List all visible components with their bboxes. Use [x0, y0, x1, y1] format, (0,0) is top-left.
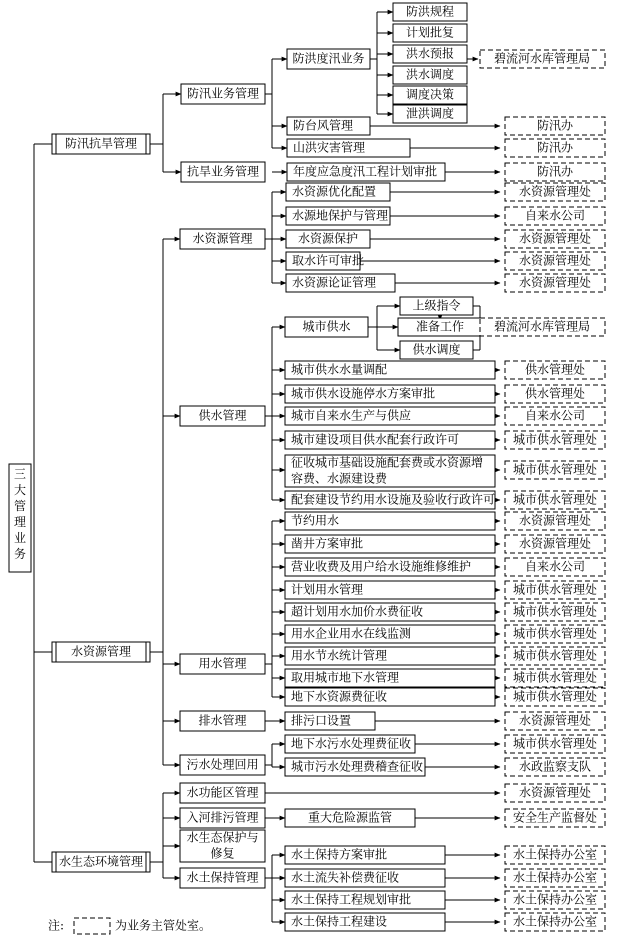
node-label: 防洪规程 — [405, 4, 455, 19]
node-syd — [286, 207, 390, 225]
dept-label: 水资源管理处 — [518, 184, 592, 199]
dept-label: 自来水公司 — [524, 559, 586, 574]
node-fhdx — [287, 49, 370, 69]
node-label: 水生态环境管理 — [58, 854, 144, 869]
dept-label: 防汛办 — [536, 140, 574, 155]
node-label: 节约用水 — [291, 513, 340, 528]
node-dxws — [285, 735, 415, 753]
dept-aqsc — [505, 809, 605, 827]
dept-csgsc1 — [505, 431, 605, 449]
dept-label: 安全生产监督处 — [512, 810, 598, 825]
node-label: 征收城市基础设施配套费或水资源增 — [291, 455, 484, 470]
node-label: 用水企业用水在线监测 — [291, 626, 412, 641]
dept-label: 水土保持办公室 — [512, 847, 598, 862]
dept-csgsc9 — [505, 688, 605, 706]
node-rhpw — [180, 808, 265, 828]
dept-csgsc2 — [505, 461, 605, 479]
node-label: 用水管理 — [198, 656, 247, 671]
node-jhpf — [393, 24, 467, 42]
node-label: 城市供水 — [302, 319, 351, 334]
node-wscl — [180, 755, 265, 775]
node-gsdd — [400, 341, 473, 359]
node-yyqy — [285, 625, 495, 643]
dept-szyc7 — [505, 712, 605, 730]
node-szy — [180, 229, 265, 249]
node-label: 年度应急度汛工程计划审批 — [293, 164, 438, 179]
node-label: 水土保持管理 — [186, 870, 259, 885]
node-label: 水资源论证管理 — [292, 275, 377, 290]
dept-label: 城市供水管理处 — [512, 648, 598, 663]
note-suffix: 为业务主管处室。 — [115, 918, 212, 933]
dept-label: 城市供水管理处 — [512, 689, 598, 704]
node-ysjs — [285, 647, 495, 665]
dept-zls1 — [505, 207, 605, 225]
node-ys — [180, 654, 265, 674]
dept-zls3 — [505, 558, 605, 576]
dept-szyc2 — [505, 230, 605, 248]
node-label: 水源地保护与管理 — [292, 208, 389, 223]
dept-fxb2 — [505, 139, 605, 157]
node-label: 配套建设节约用水设施及验收行政许可 — [291, 492, 496, 507]
node-pwk — [285, 712, 375, 730]
node-label: 防台风管理 — [293, 118, 354, 133]
node-label: 供水管理 — [198, 408, 247, 423]
dept-szyc3 — [505, 252, 605, 270]
dept-szyc1 — [505, 183, 605, 201]
node-csws — [285, 758, 425, 776]
node-label: 水资源管理 — [70, 644, 132, 659]
dept-label: 自来水公司 — [524, 408, 586, 423]
node-fhgc — [393, 3, 467, 21]
node-label: 入河排污管理 — [186, 810, 259, 825]
node-cjh — [285, 603, 495, 621]
node-ps — [180, 711, 265, 731]
node-zlsgs — [285, 407, 495, 425]
node-sgn — [180, 783, 265, 803]
dept-label: 水政监察支队 — [518, 759, 592, 774]
node-label: 营业收费及用户给水设施维修维护 — [291, 559, 472, 574]
node-label: 洪水预报 — [405, 46, 455, 61]
node-label: 供水调度 — [412, 342, 461, 357]
node-gsltp — [285, 361, 495, 379]
node-ddjc — [393, 86, 467, 104]
node-khyw — [181, 162, 265, 182]
node-label: 城市供水设施停水方案审批 — [291, 386, 436, 401]
dept-csgsc7 — [505, 647, 605, 665]
node-label: 泄洪调度 — [405, 106, 455, 121]
node-label: 水土保持工程建设 — [291, 914, 388, 929]
node-label: 取用城市地下水管理 — [291, 670, 400, 685]
node-jhys — [285, 581, 495, 599]
dept-szyc4 — [505, 274, 605, 292]
dept-label: 城市供水管理处 — [512, 582, 598, 597]
node-fhkh — [52, 134, 150, 154]
dept-label: 水土保持办公室 — [512, 914, 598, 929]
node-hsyb — [393, 45, 467, 63]
note-prefix: 注: — [48, 918, 65, 933]
dept-label: 城市供水管理处 — [512, 432, 598, 447]
node-qycs — [285, 669, 495, 687]
node-label: 城市污水处理费稽查征收 — [291, 759, 424, 774]
node-zsjc — [285, 455, 495, 488]
dept-label: 供水管理处 — [524, 362, 586, 377]
node-label: 城市供水水量调配 — [291, 362, 388, 377]
node-gstsh — [285, 385, 495, 403]
dept-blh2 — [480, 318, 605, 336]
node-label: 水资源保护 — [297, 231, 359, 246]
dept-label: 水资源管理处 — [518, 253, 592, 268]
dept-zls2 — [505, 407, 605, 425]
node-szybh — [286, 230, 370, 248]
node-label: 用水节水统计管理 — [291, 648, 388, 663]
node-zbgz — [398, 318, 482, 336]
dept-szyc5 — [505, 512, 605, 530]
dept-label: 水资源管理处 — [518, 536, 592, 551]
node-label: 防汛业务管理 — [186, 86, 260, 101]
dept-szyc6 — [505, 535, 605, 553]
node-label: 水资源管理 — [192, 231, 253, 246]
node-stfa — [285, 846, 445, 864]
dept-label: 碧流河水库管理局 — [493, 319, 591, 334]
node-shzh — [287, 139, 410, 157]
dept-stbo1 — [505, 846, 605, 864]
dept-csgsc4 — [505, 581, 605, 599]
node-ndyj — [287, 163, 445, 181]
node-szy_l1 — [52, 642, 150, 662]
note-dashed-box — [74, 918, 110, 934]
node-szyyh — [286, 183, 390, 201]
node-dxszy — [285, 688, 495, 706]
dept-csgsc8 — [505, 669, 605, 687]
node-label: 计划用水管理 — [291, 582, 364, 597]
node-label: 水生态保护与 — [186, 830, 259, 845]
node-label: 调度决策 — [405, 87, 455, 102]
dept-label: 自来水公司 — [524, 208, 586, 223]
dept-csgsc6 — [505, 625, 605, 643]
node-csgs — [285, 317, 368, 337]
dept-label: 防汛办 — [536, 164, 574, 179]
node-jyys — [285, 512, 495, 530]
node-label: 重大危险源监管 — [307, 810, 393, 825]
node-stls — [285, 869, 445, 887]
dept-label: 城市供水管理处 — [512, 604, 598, 619]
node-qsxk — [286, 252, 364, 270]
dept-fxb1 — [505, 117, 605, 135]
dept-stbo4 — [505, 913, 605, 931]
dept-csgsc10 — [505, 735, 605, 753]
node-hsdd — [393, 66, 467, 84]
node-ptjs — [285, 491, 495, 509]
node-label: 取水许可审批 — [292, 253, 365, 268]
node-szylz — [286, 274, 395, 292]
dept-label: 碧流河水库管理局 — [493, 51, 591, 66]
node-xhdd — [393, 105, 467, 123]
node-label: 水土保持工程规划审批 — [291, 892, 412, 907]
dept-szyc8 — [505, 784, 605, 802]
dept-label: 水土保持办公室 — [512, 870, 598, 885]
node-stbh — [180, 830, 265, 863]
node-label: 修复 — [210, 846, 235, 861]
node-zdwx — [285, 809, 415, 827]
dept-label: 水资源管理处 — [518, 231, 592, 246]
node-label: 抗旱业务管理 — [186, 164, 260, 179]
dept-label: 水资源管理处 — [518, 785, 592, 800]
node-stai — [52, 852, 150, 872]
dept-label: 城市供水管理处 — [512, 670, 598, 685]
node-stbc — [180, 868, 265, 888]
dept-csgsc5 — [505, 603, 605, 621]
dept-label: 城市供水管理处 — [512, 736, 598, 751]
node-yysf — [285, 558, 495, 576]
node-label: 计划批复 — [405, 25, 455, 40]
node-jsxm — [285, 431, 495, 449]
dept-stbo2 — [505, 869, 605, 887]
node-label: 排水管理 — [198, 713, 247, 728]
dept-label: 水资源管理处 — [518, 513, 592, 528]
dept-stbo3 — [505, 891, 605, 909]
root-box — [9, 464, 31, 572]
dept-blh1 — [480, 50, 605, 68]
dept-label: 水资源管理处 — [518, 275, 592, 290]
node-label: 防洪度汛业务 — [292, 51, 365, 66]
legend-note — [48, 918, 211, 935]
root-label: 三大管理业务 — [13, 467, 27, 561]
node-ftf — [287, 117, 370, 135]
node-sjzl — [400, 297, 473, 315]
node-label: 水资源优化配置 — [292, 184, 377, 199]
node-label: 准备工作 — [415, 319, 465, 334]
node-fxyw — [181, 84, 265, 104]
node-label: 凿井方案审批 — [291, 536, 364, 551]
dept-szjc — [505, 758, 605, 776]
node-label: 排污口设置 — [291, 713, 352, 728]
node-stgh — [285, 891, 445, 909]
node-label: 污水处理回用 — [186, 757, 259, 772]
dept-label: 供水管理处 — [524, 386, 586, 401]
dept-gsc1 — [505, 361, 605, 379]
dept-label: 城市供水管理处 — [512, 492, 598, 507]
node-stgc — [285, 913, 445, 931]
dept-label: 防汛办 — [536, 118, 574, 133]
node-label: 水功能区管理 — [186, 785, 259, 800]
node-label: 水土保持方案审批 — [291, 847, 388, 862]
dept-label: 城市供水管理处 — [512, 462, 598, 477]
node-label: 洪水调度 — [405, 67, 455, 82]
node-label: 超计划用水加价水费征收 — [291, 604, 424, 619]
node-gs — [180, 406, 265, 426]
dept-label: 水资源管理处 — [518, 713, 592, 728]
dept-gsc2 — [505, 385, 605, 403]
dept-label: 城市供水管理处 — [512, 626, 598, 641]
node-label: 山洪灾害管理 — [293, 140, 366, 155]
node-label: 防汛抗旱管理 — [64, 136, 138, 151]
node-label: 城市建设项目供水配套行政许可 — [291, 432, 460, 447]
dept-csgsc3 — [505, 491, 605, 509]
dept-fxb3 — [505, 163, 605, 181]
dept-label: 水土保持办公室 — [512, 892, 598, 907]
node-zjfa — [285, 535, 495, 553]
node-label: 容费、水源建设费 — [291, 471, 388, 486]
node-label: 上级指令 — [412, 298, 461, 313]
node-label: 水土流失补偿费征收 — [291, 870, 400, 885]
node-label: 地下水资源费征收 — [291, 689, 388, 704]
node-label: 地下水污水处理费征收 — [291, 736, 412, 751]
node-label: 城市自来水生产与供应 — [291, 408, 412, 423]
